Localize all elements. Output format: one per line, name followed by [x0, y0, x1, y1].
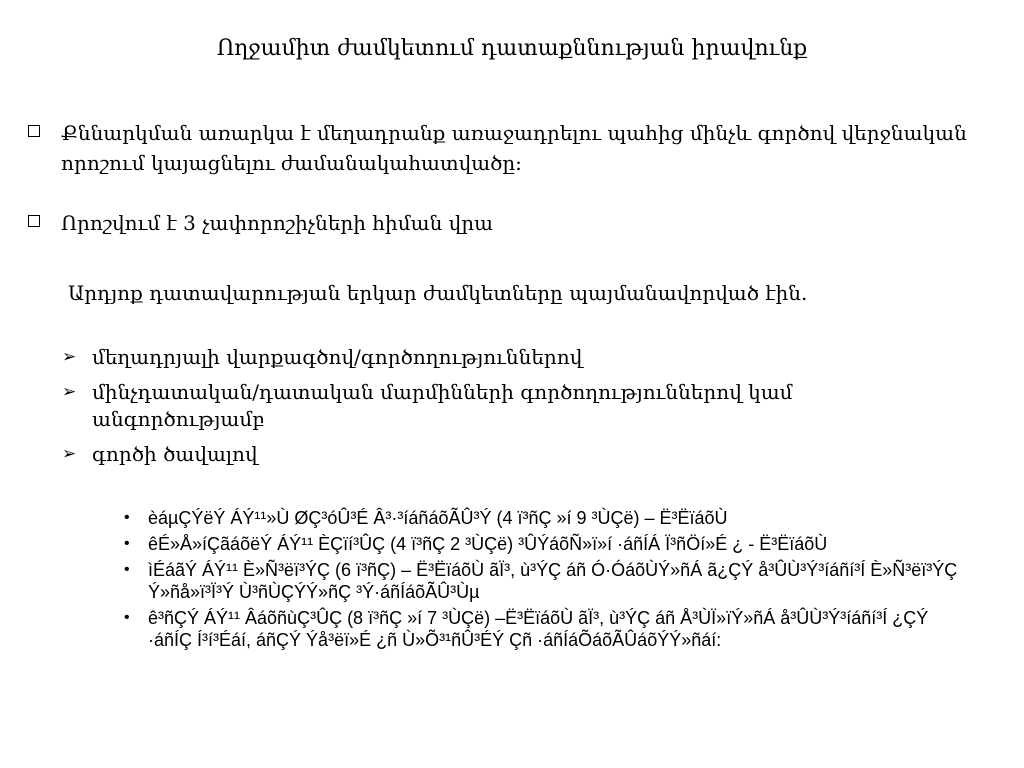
bullet-criteria	[28, 208, 988, 238]
bullet-subject	[28, 118, 988, 178]
bullet-text: Որոշվում է 3 չափորոշիչների հիման վրա	[61, 211, 494, 235]
checkbox-bullet-icon	[28, 215, 40, 227]
arrow-bullet-icon: ➢	[62, 347, 77, 367]
dot-bullet-icon: •	[124, 509, 130, 526]
arrow-bullet-icon: ➢	[62, 444, 77, 464]
criteria-item: ➢ մեղադրյալի վարքագծով/գործողություններով	[62, 345, 583, 369]
arrow-bullet-icon: ➢	[62, 382, 77, 402]
case-item: • èáµÇÝëÝ ÁÝ¹¹»Ù ØÇ³óÛ³É Â³·³íáñáõÃÛ³Ý (4 ï³ñÇ »í 9 ³ÙÇë) – Ë³ËïáõÙ	[124, 508, 728, 528]
criteria-list	[62, 344, 962, 476]
slide-title: Ողջամիտ ժամկետում դատաքննության իրավունք	[216, 36, 808, 61]
case-item: • ìÉáãÝ ÁÝ¹¹ È»Ñ³ëï³ÝÇ (6 ï³ñÇ) – Ë³ËïáõÙ ãÏ³, ù³ÝÇ áñ Ó·ÓáõÙÝ»ñÁ ã¿ÇÝ å³ÛÙ³Ý³íáñí³Í È»Ñ³ëï³ÝÇ Ý»ñå»ï³Ï³Ý Ù³ñÙÇÝÝ»ñÇ ³Ý·áñÍáõÃÛ³Ùµ	[124, 560, 958, 602]
dot-bullet-icon: •	[124, 535, 130, 552]
dot-bullet-icon: •	[124, 561, 130, 578]
checkbox-bullet-icon	[28, 125, 40, 137]
case-item: • ê³ñÇÝ ÁÝ¹¹ ÂáõñùÇ³ÛÇ (8 ï³ñÇ »í 7 ³ÙÇë) –Ë³ËïáõÙ ãÏ³, ù³ÝÇ áñ Å³ÙÏ»ïÝ»ñÁ å³ÛÙ³Ý³íáñí³Í ¿ÇÝ ·áñÍÇ Í³í³Éáí, áñÇÝ Ýå³ëï»É ¿ñ Ù»Õ³¹ñÛ³ÉÝ Çñ ·áñÍáÕáõÃÛáõÝÝ»ñáí:	[124, 608, 929, 650]
criteria-item: ➢ գործի ծավալով	[62, 442, 258, 466]
question-line: Արդյոք դատավարության երկար ժամկետները պայմանավորված էին.	[68, 281, 808, 305]
criteria-item: ➢ մինչդատական/դատական մարմինների գործողություններով կամ անգործությամբ	[62, 380, 793, 431]
bullet-text: Քննարկման առարկա է մեղադրանք առաջադրելու պահից մինչև գործով վերջնական որոշում կայացնելու ժամանակահատվածը:	[61, 121, 967, 175]
case-list	[124, 507, 964, 655]
case-item: • êÉ»Å»íÇãáõëÝ ÁÝ¹¹ ÈÇïí³ÛÇ (4 ï³ñÇ 2 ³ÙÇë) ³ÛÝáõÑ»ï»í ·áñÍÁ Ï³ñÖí»É ¿ - Ë³ËïáõÙ	[124, 534, 828, 554]
dot-bullet-icon: •	[124, 609, 130, 626]
